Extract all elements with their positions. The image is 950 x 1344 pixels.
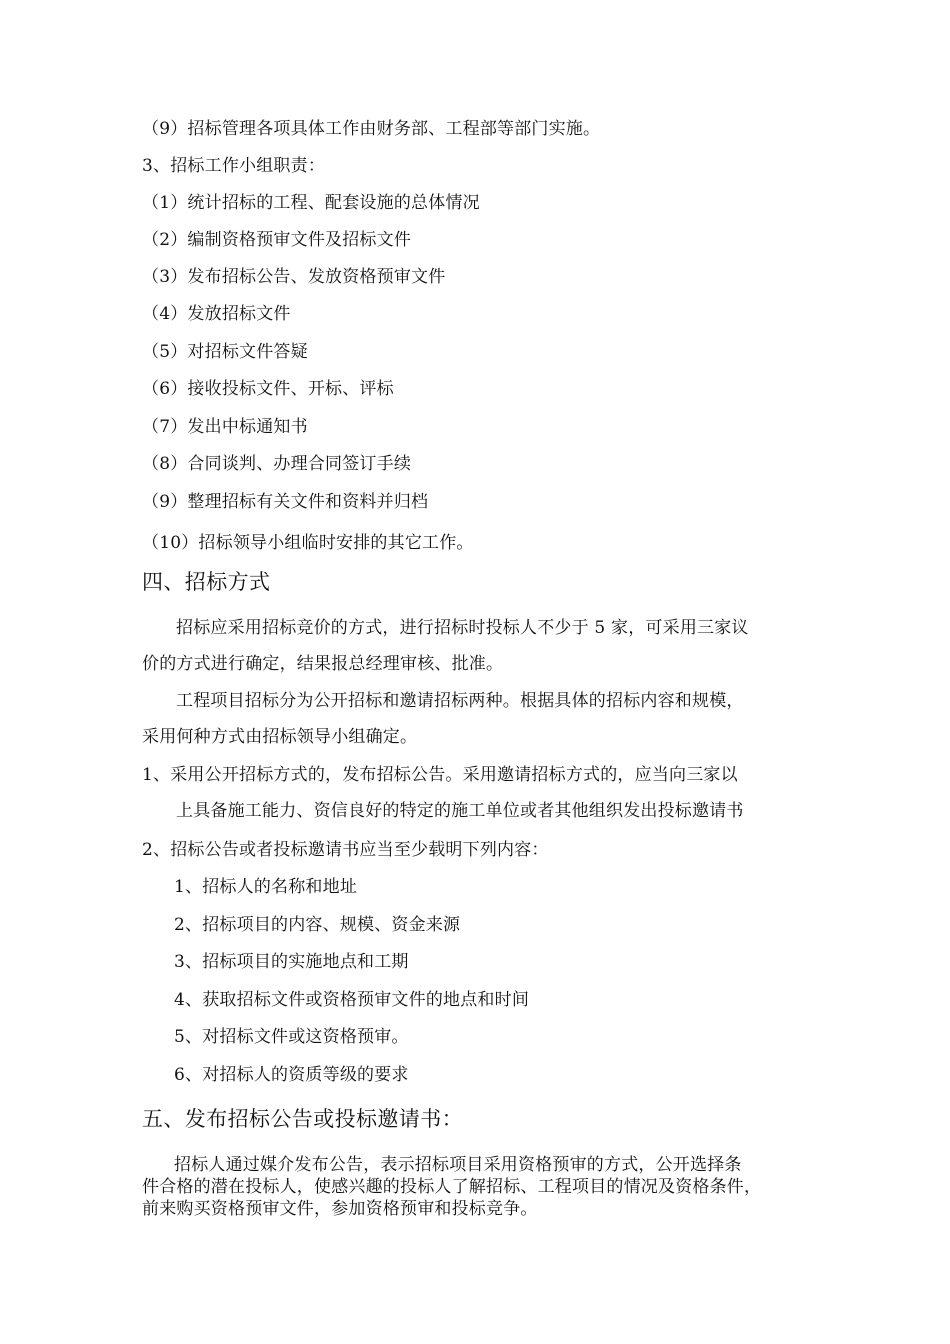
list-item: （3）发布招标公告、发放资格预审文件: [142, 267, 446, 287]
sub-list-item: 2、招标项目的内容、规模、资金来源: [174, 915, 461, 935]
paragraph-line: 招标人通过媒介发布公告，表示招标项目采用资格预审的方式，公开选择条: [174, 1155, 742, 1175]
paragraph-line: 上具备施工能力、资信良好的特定的施工单位或者其他组织发出投标邀请书: [176, 801, 744, 821]
paragraph-line: 招标应采用招标竞价的方式，进行招标时投标人不少于 5 家，可采用三家议: [176, 618, 749, 638]
paragraph-line: 采用何种方式由招标领导小组确定。: [142, 727, 418, 747]
sub-list-item: 5、对招标文件或这资格预审。: [174, 1027, 409, 1047]
list-item: （5）对招标文件答疑: [142, 342, 308, 362]
paragraph-line: 价的方式进行确定，结果报总经理审核、批准。: [142, 654, 504, 674]
paragraph-line: 2、招标公告或者投标邀请书应当至少载明下列内容：: [142, 840, 549, 860]
list-item: （10）招标领导小组临时安排的其它工作。: [142, 533, 474, 553]
section-heading: 五、发布招标公告或投标邀请书：: [142, 1107, 463, 1131]
sub-list-item: 1、招标人的名称和地址: [174, 877, 358, 897]
list-item: （4）发放招标文件: [142, 304, 291, 324]
list-item: （9）招标管理各项具体工作由财务部、工程部等部门实施。: [142, 119, 601, 139]
list-item: （2）编制资格预审文件及招标文件: [142, 230, 412, 250]
list-item: （1）统计招标的工程、配套设施的总体情况: [142, 193, 480, 213]
paragraph-line: 前来购买资格预审文件，参加资格预审和投标竞争。: [142, 1199, 538, 1219]
list-item: （9）整理招标有关文件和资料并归档: [142, 492, 429, 512]
section-heading: 四、招标方式: [142, 570, 271, 594]
sub-list-item: 3、招标项目的实施地点和工期: [174, 952, 409, 972]
list-item: （6）接收投标文件、开标、评标: [142, 379, 394, 399]
section-title: 3、招标工作小组职责：: [142, 156, 326, 176]
list-item: （8）合同谈判、办理合同签订手续: [142, 454, 412, 474]
paragraph-line: 1、采用公开招标方式的，发布招标公告。采用邀请招标方式的，应当向三家以: [142, 765, 738, 785]
sub-list-item: 4、获取招标文件或资格预审文件的地点和时间: [174, 990, 530, 1010]
paragraph-line: 工程项目招标分为公开招标和邀请招标两种。根据具体的招标内容和规模，: [176, 691, 744, 711]
paragraph-line: 件合格的潜在投标人，使感兴趣的投标人了解招标、工程项目的情况及资格条件，: [142, 1177, 762, 1197]
sub-list-item: 6、对招标人的资质等级的要求: [174, 1065, 409, 1085]
list-item: （7）发出中标通知书: [142, 417, 308, 437]
